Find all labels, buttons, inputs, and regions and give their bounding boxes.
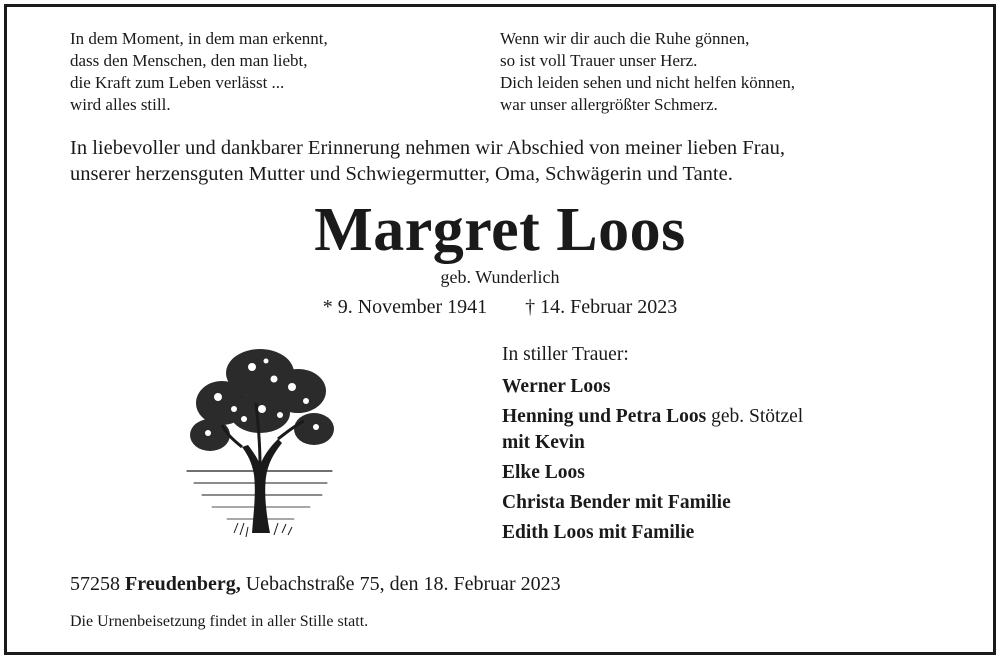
tree-illustration: [182, 343, 337, 543]
maiden-name: geb. Wunderlich: [440, 267, 560, 287]
poem-line: war unser allergrößter Schmerz.: [500, 95, 718, 114]
poem-line: dass den Menschen, den man liebt,: [70, 51, 308, 70]
mourner: Christa Bender mit Familie: [502, 492, 731, 513]
address-line: [70, 571, 561, 597]
address-city: Freudenberg,: [125, 573, 241, 595]
life-dates: [0, 294, 1000, 320]
mourner-maiden: geb. Stötzel: [706, 406, 804, 427]
poem-line: Wenn wir dir auch die Ruhe gönnen,: [500, 29, 750, 48]
mourner-name: Henning und Petra Loos: [502, 406, 707, 427]
burial-note: Die Urnenbeisetzung findet in aller Stille statt.: [70, 613, 369, 630]
poem-line: die Kraft zum Leben verlässt ...: [70, 73, 285, 92]
mourner-line2: mit Kevin: [502, 432, 585, 453]
mourners-heading: In stiller Trauer:: [502, 344, 629, 365]
intro-text: [70, 135, 785, 187]
poem-line: In dem Moment, in dem man erkennt,: [70, 29, 328, 48]
address-zip: 57258: [70, 573, 125, 595]
poem-line: so ist voll Trauer unser Herz.: [500, 51, 698, 70]
mourner: Werner Loos: [502, 376, 611, 397]
address-rest: Uebachstraße 75, den 18. Februar 2023: [240, 573, 561, 595]
poem-right: [500, 28, 795, 116]
mourner: [502, 404, 803, 456]
death-date: † 14. Februar 2023: [525, 296, 678, 318]
mourner: Elke Loos: [502, 462, 585, 483]
poem-left: [70, 28, 328, 116]
birth-date: * 9. November 1941: [322, 296, 488, 318]
poem-line: Dich leiden sehen und nicht helfen können,: [500, 73, 796, 92]
mourners-list: [502, 342, 803, 550]
deceased-name: Margret Loos: [314, 196, 686, 264]
intro-line: unserer herzensguten Mutter und Schwiegermutter, Oma, Schwägerin und Tante.: [70, 163, 733, 185]
mourner: Edith Loos mit Familie: [502, 522, 695, 543]
poem-line: wird alles still.: [70, 95, 171, 114]
intro-line: In liebevoller und dankbarer Erinnerung nehmen wir Abschied von meiner lieben Frau,: [70, 137, 785, 159]
